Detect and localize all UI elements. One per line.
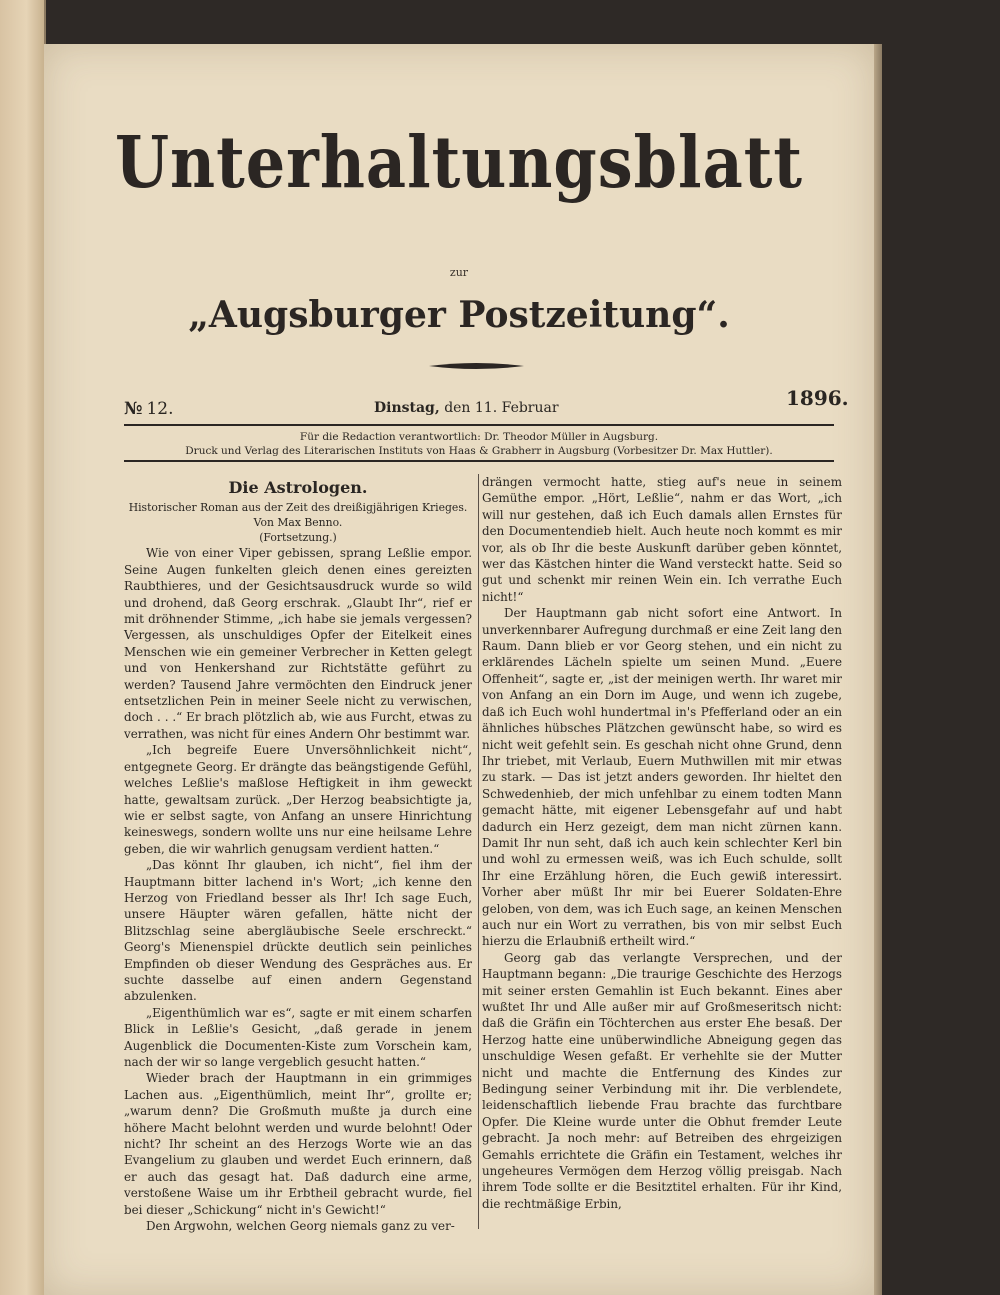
right-column [482,474,842,1212]
paragraph: „Eigenthümlich war es“, sagte er mit einem scharfen Blick in Leßlie's Gesicht, „daß gerade in jenem Augenblick die Documenten-Kiste zum Vorschein kam, nach der wir so lange vergeblich gesucht hatten.“ [124,1005,472,1069]
paragraph: „Ich begreife Euere Unversöhnlichkeit nicht“, entgegnete Georg. Er drängte das beängstigende Gefühl, welches Leßlie's maßlose Heftigkeit in ihm geweckt hatte, gewaltsam zurück. „Der Herzog beabsichtigte ja, wie er selbst sagte, von Anfang an unsere Hinrichtung keineswegs, sondern wollte uns nur eine heilsame Lehre geben, die wir wahrlich genugsam verdient hatten.“ [124,743,472,856]
paragraph: Georg gab das verlangte Versprechen, und der Hauptmann begann: „Die traurige Geschichte des Herzogs mit seiner ersten Gemahlin ist Euch bekannt. Eines aber wußtet Ihr und Alle außer mir auf Großmeseritsch nicht: daß die Gräfin ein Töchterchen aus erster Ehe besaß. Der Herzog hatte eine unüberwindliche Abneigung gegen das unschuldige Wesen gefaßt. Er verhehlte sie der Mutter nicht und machte die Entfernung des Kindes zur Bedingung seiner Verbindung mit ihr. Die verblendete, leidenschaftlich liebende Frau brachte das furchtbare Opfer. Die Kleine wurde unter die Obhut fremder Leute gebracht. Ja noch mehr: auf Betreiben des ehrgeizigen Gemahls errichtete die Gräfin ein Testament, welches ihr ungeheures Vermögen dem Herzog völlig preisgab. Nach ihrem Tode sollte er die Besitztitel erhalten. Für ihr Kind, die rechtmäßige Erbin, [482,950,842,1211]
masthead-title: Unterhaltungsblatt [114,120,804,205]
credits [124,430,834,458]
masthead-subtitle: „Augsburger Postzeitung“. [188,294,730,336]
paragraph: drängen vermocht hatte, stieg auf's neue in seinem Gemüthe empor. „Hört, Leßlie“, nahm er das Wort, „ich will nur gestehen, daß ich Euch damals allen Ernstes für den Documentendieb hielt. Auch heute noch kommt es mir vor, als ob Ihr die beste Auskunft darüber geben könntet, wer das Kästchen hinter die Wand versteckt hatte. Seid so gut und schenkt mir reinen Wein ein. Ich verrathe Euch nicht!“ [482,475,842,604]
header-rule-bottom [124,460,834,462]
column-divider [478,474,479,1229]
credit-line-2: Druck und Verlag des Literarischen Instituts von Haas & Grabherr in Augsburg (Vorbesitzer Dr. Max Huttler). [185,445,773,457]
issue-label: № [124,399,143,419]
credit-line-1: Für die Redaction verantwortlich: Dr. Theodor Müller in Augsburg. [299,431,659,443]
issue-value: 12. [146,399,174,419]
left-column [124,474,472,1234]
issue-number [124,399,174,419]
ornament-divider [429,360,524,372]
paragraph: Der Hauptmann gab nicht sofort eine Antwort. In unverkennbarer Aufregung durchmaß er eine Zeit lang den Raum. Dann blieb er vor Georg stehen, und ein nicht zu erklärendes Lächeln spielte um seinen Mund. „Euere Offenheit“, sagte er, „ist der meinigen werth. Ihr waret mir von Anfang an ein Dorn im Auge, und wenn ich zugebe, daß ich Euch wohl hundertmal in's Pfefferland oder an ein ähnliches hübsches Plätzchen gewünscht habe, so wird es nicht weit gefehlt sein. Es geschah nicht ohne Grund, denn Ihr triebet, mit Verlaub, Euern Muthwillen mit mir etwas zu stark. — Das ist jetzt anders geworden. Ihr hieltet den Schwedenhieb, der mich unfehlbar zu einem todten Mann gemacht hätte, mit eigener Lebensgefahr auf und habt dadurch ein Herz gezeigt, dem man nicht zürnen kann. Damit Ihr nun seht, daß ich auch kein schlechter Kerl bin und wohl zu ermessen weiß, was ich Euch schulde, sollt Ihr eine Erzählung hören, die Euch gewiß interessirt. Vorher aber müßt Ihr mir bei Euerer Soldaten-Ehre geloben, von dem, was ich Euch sage, an keinen Menschen auch nur ein Wort zu verrathen, bis von mir selbst Euch hierzu die Erlaubniß ertheilt wird.“ [482,606,842,949]
paragraph: Wie von einer Viper gebissen, sprang Leßlie empor. Seine Augen funkelten gleich denen eines gereizten Raubthieres, und der Gesichtsausdruck wurde so wild und drohend, daß Georg erschrak. „Glaubt Ihr“, rief er mit dröhnender Stimme, „ich habe sie jemals vergessen? Vergessen, als unschuldiges Opfer der Eitelkeit eines Menschen wie ein gemeiner Verbrecher in Ketten gelegt und von Henkershand zur Richtstätte geführt zu werden? Tausend Jahre vermöchten den Eindruck jener entsetzlichen Pein in meiner Seele nicht zu verwischen, doch . . .“ Er brach plötzlich ab, wie aus Furcht, etwas zu verrathen, was nicht für eines Andern Ohr bestimmt war. [124,546,472,741]
story-continuation: (Fortsetzung.) [259,531,337,545]
masthead-zur: zur [449,266,469,279]
page-edge [874,44,882,1295]
paragraph: Den Argwohn, welchen Georg niemals ganz zu ver- [146,1219,455,1234]
issue-date [374,400,559,416]
date-day: Dinstag, [374,400,440,416]
issue-year: 1896. [786,386,849,410]
story-author: Von Max Benno. [253,516,343,530]
header-rule-top [124,424,834,426]
story-title: Die Astrologen. [228,478,368,497]
paragraph: Wieder brach der Hauptmann in ein grimmiges Lachen aus. „Eigenthümlich, meint Ihr“, grollte er; „warum denn? Die Großmuth mußte ja durch eine höhere Macht belohnt werden und wurde belohnt! Oder nicht? Ihr scheint an des Herzogs Worte wie an das Evangelium zu glauben und werdet Euch erinnern, daß er auch das gesagt hat. Daß dadurch eine arme, verstoßene Waise um ihr Erbtheil gebracht wurde, fiel bei dieser „Schickung“ nicht in's Gewicht!“ [124,1071,472,1217]
newspaper-page [44,44,874,1295]
date-rest: den 11. Februar [444,400,559,416]
facing-page-edge [0,0,46,1295]
paragraph: „Das könnt Ihr glauben, ich nicht“, fiel ihm der Hauptmann bitter lachend in's Wort; „ich kenne den Herzog von Friedland besser als Ihr! Ich sage Euch, unsere Häupter wären gefallen, hätte nicht der Blitzschlag seine abergläubische Seele erschreckt.“ Georg's Mienenspiel drückte deutlich sein peinliches Empfinden ob dieser Wendung des Gespräches aus. Er suchte dasselbe auf einen andern Gegenstand abzulenken. [124,858,472,1004]
story-subtitle: Historischer Roman aus der Zeit des dreißigjährigen Krieges. [128,501,468,515]
